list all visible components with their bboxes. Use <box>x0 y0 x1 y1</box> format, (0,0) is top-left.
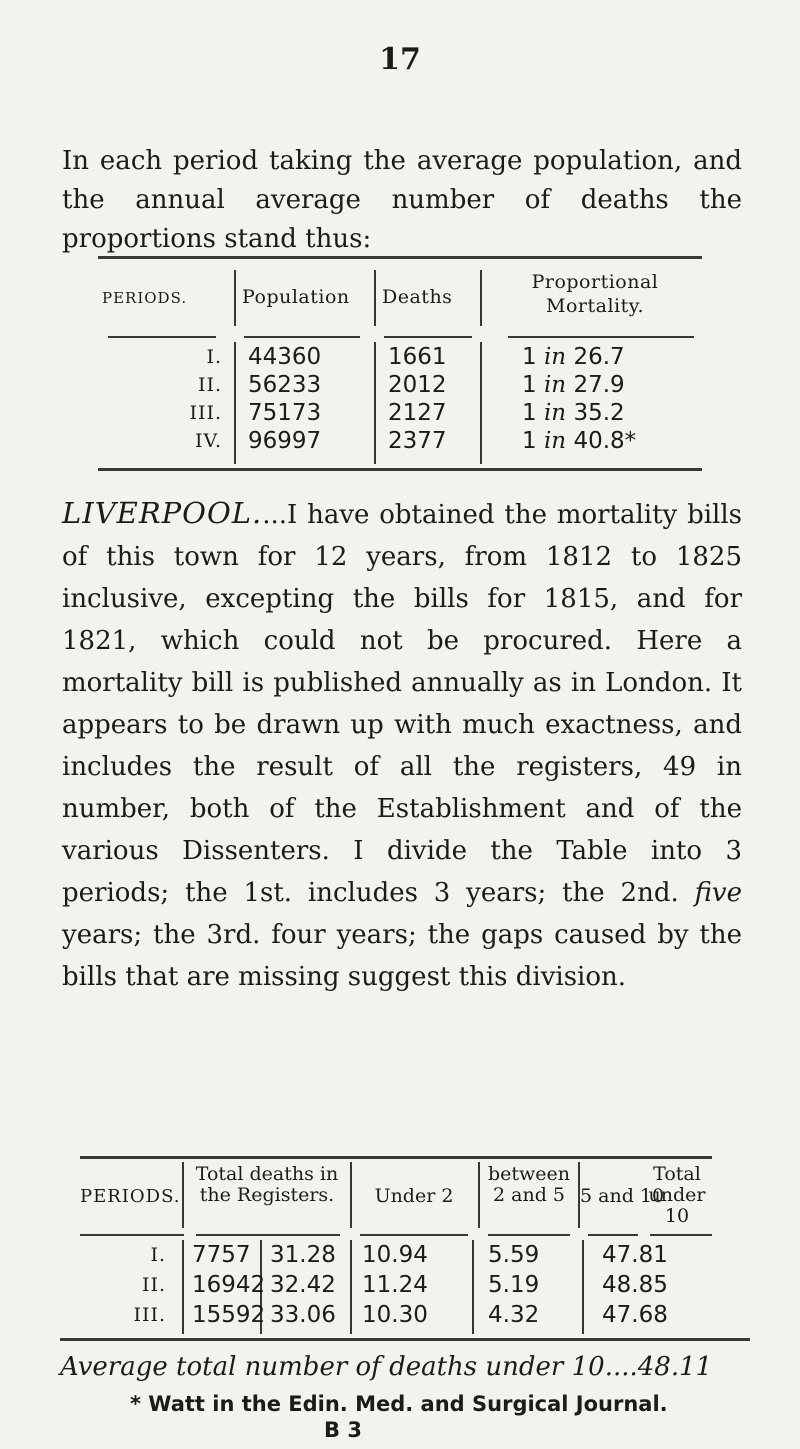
two-five-cell: 10.30 <box>362 1302 428 1328</box>
population-cell: 75173 <box>248 400 322 426</box>
proportion-cell: 1 in 26.7 <box>522 344 625 370</box>
proportion-cell: 1 in 35.2 <box>522 400 625 426</box>
average-line: Average total number of deaths under 10....48.11 <box>60 1352 713 1382</box>
header-periods: PERIODS. <box>80 1186 181 1207</box>
five-ten-cell: 5.59 <box>488 1242 540 1268</box>
deaths-cell: 2012 <box>388 372 447 398</box>
population-cell: 96997 <box>248 428 322 454</box>
total-cell: 7757 <box>192 1242 251 1268</box>
five-ten-cell: 5.19 <box>488 1272 540 1298</box>
page-number: 17 <box>379 42 421 77</box>
total-cell: 15592 <box>192 1302 266 1328</box>
deaths-cell: 1661 <box>388 344 447 370</box>
header-under-2: Under 2 <box>374 1185 454 1207</box>
header-periods: PERIODS. <box>102 289 188 307</box>
under2-cell: 31.28 <box>270 1242 336 1268</box>
total-cell: 16942 <box>192 1272 266 1298</box>
period-cell: IV. <box>195 430 222 452</box>
liverpool-paragraph: LIVERPOOL....I have obtained the mortality bills of this town for 12 years, from 1812 to 1825 inclusive, excepting the bills for 1815, and for 1821, which could not be procured. Here a mortality bill is published annually as in London. It appears to be drawn up with much exactness, and includes the result of all the registers, 49 in number, both of the Establishment and of the various Dissenters. I divide the Table into 3 periods; the 1st. includes 3 years; the 2nd. five years; the 3rd. four years; the gaps caused by the bills that are missing suggest this division. <box>62 496 742 992</box>
header-total-deaths: Total deaths in the Registers. <box>195 1163 339 1206</box>
deaths-cell: 2127 <box>388 400 447 426</box>
population-cell: 44360 <box>248 344 322 370</box>
period-cell: II. <box>197 374 222 396</box>
header-proportional-mortality: Proportional Mortality. <box>531 271 659 317</box>
period-cell: II. <box>141 1274 166 1296</box>
under2-cell: 32.42 <box>270 1272 336 1298</box>
proportion-cell: 1 in 27.9 <box>522 372 625 398</box>
proportion-cell: 1 in 40.8* <box>522 428 637 454</box>
deaths-cell: 2377 <box>388 428 447 454</box>
two-five-cell: 10.94 <box>362 1242 428 1268</box>
under2-cell: 33.06 <box>270 1302 336 1328</box>
header-between-2-and-5: between 2 and 5 <box>487 1163 571 1206</box>
under10-cell: 47.81 <box>602 1242 668 1268</box>
under10-cell: 48.85 <box>602 1272 668 1298</box>
period-cell: III. <box>189 402 222 424</box>
period-cell: III. <box>133 1304 166 1326</box>
liverpool-heading: LIVERPOOL. <box>62 496 263 530</box>
footnote: * Watt in the Edin. Med. and Surgical Journal. <box>130 1392 668 1416</box>
signature-mark: B 3 <box>324 1418 362 1442</box>
header-population: Population <box>242 286 350 308</box>
two-five-cell: 11.24 <box>362 1272 428 1298</box>
five-ten-cell: 4.32 <box>488 1302 540 1328</box>
header-total-under-10: Total under 10 <box>648 1163 706 1227</box>
header-5-and-10: 5 and 10 <box>580 1185 665 1207</box>
period-cell: I. <box>150 1244 166 1266</box>
under10-cell: 47.68 <box>602 1302 668 1328</box>
intro-paragraph: In each period taking the average population, and the annual average number of deaths the proportions stand thus: <box>62 146 742 254</box>
header-deaths: Deaths <box>382 286 453 308</box>
population-cell: 56233 <box>248 372 322 398</box>
period-cell: I. <box>206 346 222 368</box>
